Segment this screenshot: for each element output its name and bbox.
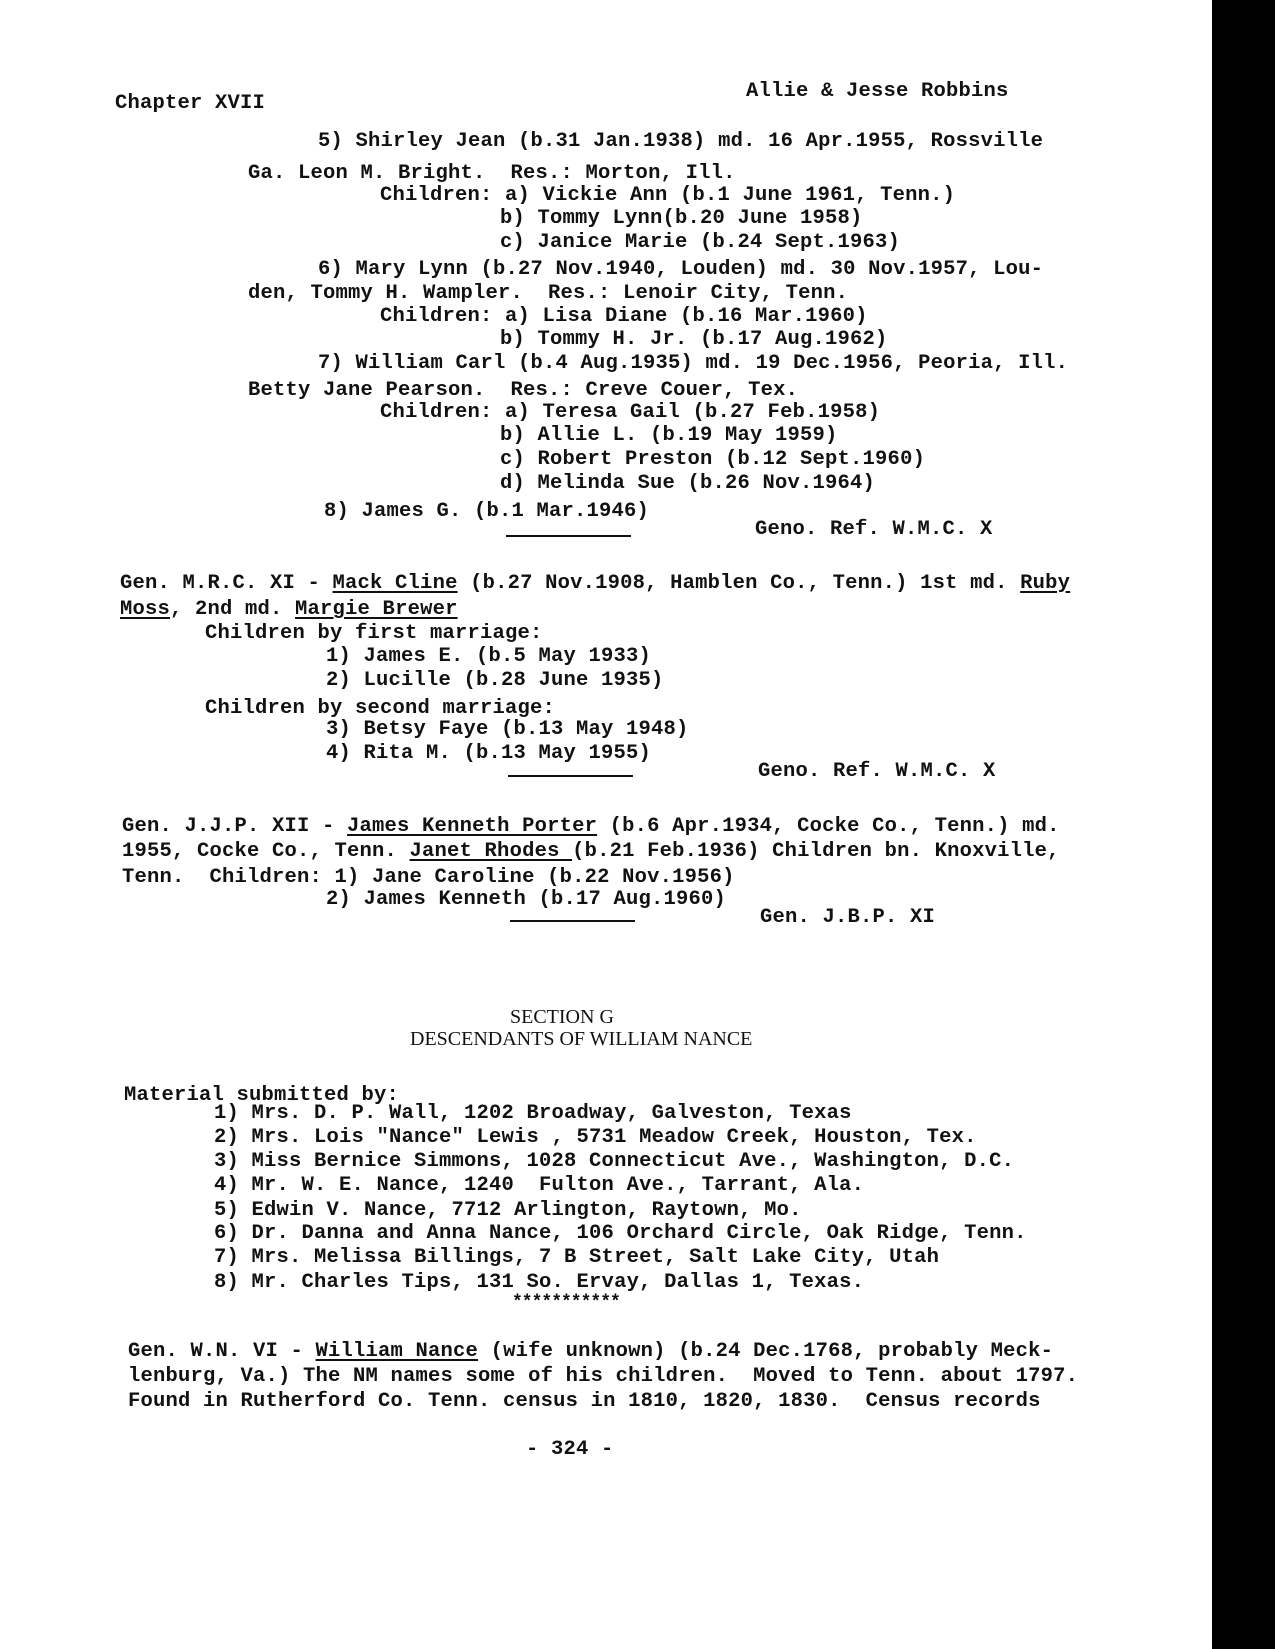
entry-line: 8) James G. (b.1 Mar.1946) (324, 500, 650, 523)
list-item: 1) Mrs. D. P. Wall, 1202 Broadway, Galveston, Texas (214, 1102, 852, 1125)
entry-line: 6) Mary Lynn (b.27 Nov.1940, Louden) md. 30 Nov.1957, Lou- (318, 258, 1044, 281)
person-name: William Nance (315, 1340, 479, 1363)
entry-line: Gen. J.J.P. XII - James Kenneth Porter (b.6 Apr.1934, Cocke Co., Tenn.) md. (122, 815, 1060, 838)
list-item: 2) Mrs. Lois "Nance" Lewis , 5731 Meadow Creek, Houston, Tex. (214, 1126, 977, 1149)
entry-line: Moss, 2nd md. Margie Brewer (120, 598, 458, 621)
material-heading: Material submitted by: (124, 1084, 400, 1107)
entry-line: 5) Shirley Jean (b.31 Jan.1938) md. 16 Apr.1955, Rossville (318, 130, 1044, 153)
separator-rule (506, 535, 631, 537)
entry-line: Ga. Leon M. Bright. Res.: Morton, Ill. (248, 162, 736, 185)
entry-line: 2) James Kenneth (b.17 Aug.1960) (326, 888, 727, 911)
entry-line: 7) William Carl (b.4 Aug.1935) md. 19 Dec.1956, Peoria, Ill. (318, 352, 1069, 375)
entry-line: Betty Jane Pearson. Res.: Creve Couer, Tex. (248, 379, 799, 402)
entry-line: Gen. W.N. VI - William Nance (wife unknown) (b.24 Dec.1768, probably Meck- (128, 1340, 1054, 1363)
family-heading: Allie & Jesse Robbins (746, 80, 1009, 103)
entry-line: Children by first marriage: (205, 622, 543, 645)
page-number: - 324 - (526, 1438, 614, 1461)
person-name: Moss (120, 598, 171, 621)
star-divider: *********** (512, 1293, 620, 1313)
list-item: 8) Mr. Charles Tips, 131 So. Ervay, Dallas 1, Texas. (214, 1271, 865, 1294)
entry-line: Found in Rutherford Co. Tenn. census in 1810, 1820, 1830. Census records (128, 1390, 1041, 1413)
person-name: Mack Cline (332, 572, 458, 595)
entry-line: 4) Rita M. (b.13 May 1955) (326, 742, 652, 765)
person-name: Margie Brewer (295, 598, 458, 621)
entry-line: 1955, Cocke Co., Tenn. Janet Rhodes (b.21 Feb.1936) Children bn. Knoxville, (122, 840, 1060, 863)
entry-line: Tenn. Children: 1) Jane Caroline (b.22 Nov.1956) (122, 866, 735, 889)
list-item: 6) Dr. Danna and Anna Nance, 106 Orchard Circle, Oak Ridge, Tenn. (214, 1222, 1027, 1245)
entry-line: Children: a) Teresa Gail (b.27 Feb.1958) (380, 401, 881, 424)
entry-line: b) Tommy Lynn(b.20 June 1958) (500, 207, 863, 230)
person-name: James Kenneth Porter (347, 815, 598, 838)
person-name: Ruby (1020, 572, 1071, 595)
chapter-heading: Chapter XVII (115, 92, 266, 115)
reference-note: Geno. Ref. W.M.C. X (758, 760, 996, 783)
list-item: 4) Mr. W. E. Nance, 1240 Fulton Ave., Tarrant, Ala. (214, 1174, 865, 1197)
entry-line: b) Allie L. (b.19 May 1959) (500, 424, 838, 447)
person-name: Janet Rhodes (409, 840, 573, 863)
list-item: 5) Edwin V. Nance, 7712 Arlington, Raytown, Mo. (214, 1199, 802, 1222)
section-title: SECTION G (510, 1006, 614, 1028)
reference-note: Geno. Ref. W.M.C. X (755, 518, 993, 541)
entry-line: Children: a) Vickie Ann (b.1 June 1961, Tenn.) (380, 184, 956, 207)
separator-rule (510, 920, 635, 922)
list-item: 3) Miss Bernice Simmons, 1028 Connecticut Ave., Washington, D.C. (214, 1150, 1015, 1173)
entry-line: Children: a) Lisa Diane (b.16 Mar.1960) (380, 305, 868, 328)
entry-line: Gen. M.R.C. XI - Mack Cline (b.27 Nov.1908, Hamblen Co., Tenn.) 1st md. Ruby (120, 572, 1071, 595)
section-subtitle: DESCENDANTS OF WILLIAM NANCE (410, 1028, 753, 1050)
separator-rule (508, 775, 633, 777)
reference-note: Gen. J.B.P. XI (760, 906, 936, 929)
entry-line: c) Janice Marie (b.24 Sept.1963) (500, 231, 901, 254)
entry-line: 1) James E. (b.5 May 1933) (326, 645, 652, 668)
entry-line: Children by second marriage: (205, 697, 556, 720)
entry-line: b) Tommy H. Jr. (b.17 Aug.1962) (500, 328, 888, 351)
entry-line: c) Robert Preston (b.12 Sept.1960) (500, 448, 926, 471)
entry-line: d) Melinda Sue (b.26 Nov.1964) (500, 472, 876, 495)
entry-line: den, Tommy H. Wampler. Res.: Lenoir City, Tenn. (248, 282, 849, 305)
entry-line: lenburg, Va.) The NM names some of his children. Moved to Tenn. about 1797. (128, 1365, 1079, 1388)
entry-line: 3) Betsy Faye (b.13 May 1948) (326, 718, 689, 741)
entry-line: 2) Lucille (b.28 June 1935) (326, 669, 664, 692)
list-item: 7) Mrs. Melissa Billings, 7 B Street, Salt Lake City, Utah (214, 1246, 940, 1269)
